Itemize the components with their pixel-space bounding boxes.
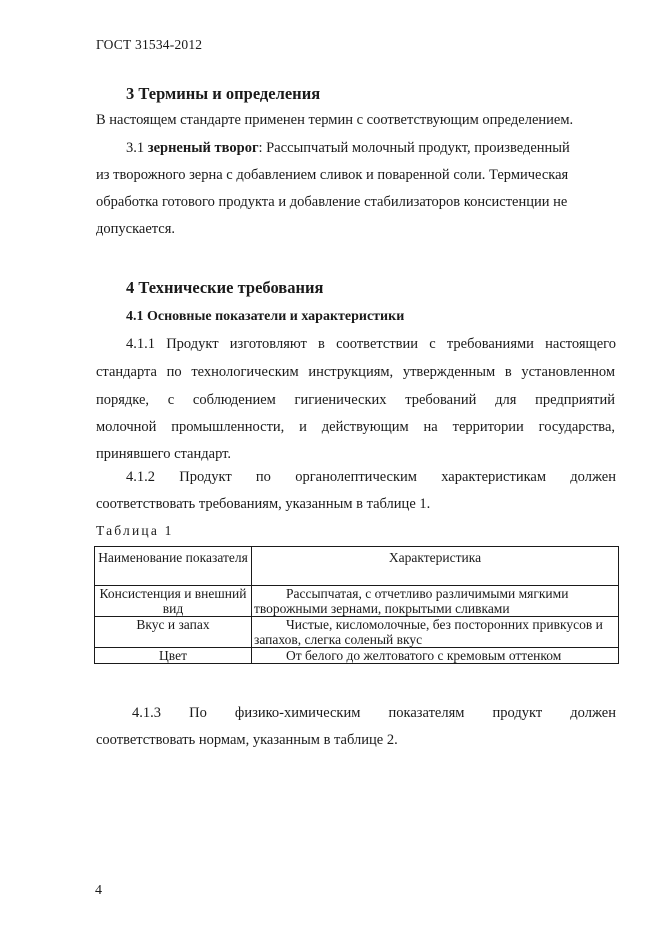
section-3-intro: В настоящем стандарте применен термин с соответствующим определением. <box>96 112 574 128</box>
table-cell-characteristic: Чистые, кисломолочные, без посторонних привкусов и запахов, слегка соленый вкус <box>252 617 619 648</box>
paragraph-4-1-3-line2: соответствовать нормам, указанным в таблице 2. <box>96 732 398 748</box>
paragraph-4-1-1-line3: порядке, с соблюдением гигиенических требований для предприятий <box>96 392 615 408</box>
table-header-row <box>95 547 619 586</box>
term-definition-start: : Рассыпчатый молочный продукт, произведенный <box>258 140 570 156</box>
term-3-1-line1 <box>126 140 570 157</box>
table-1 <box>94 546 619 664</box>
paragraph-4-1-1-line1: 4.1.1 Продукт изготовляют в соответствии с требованиями настоящего <box>126 336 616 352</box>
term-definition-line4: допускается. <box>96 221 176 237</box>
table-row <box>95 617 619 648</box>
paragraph-4-1-1-line5: принявшего стандарт. <box>96 446 231 462</box>
paragraph-4-1-1-line4: молочной промышленности, и действующим на территории государства, <box>96 419 615 435</box>
term-name: зерненый творог <box>147 140 259 156</box>
term-definition-line3: обработка готового продукта и добавление стабилизаторов консистенции не <box>96 194 568 210</box>
term-number: 3.1 <box>126 140 145 156</box>
section-4-title: 4 Технические требования <box>126 278 324 297</box>
paragraph-4-1-3-line1: 4.1.3 По физико-химическим показателям продукт должен <box>132 705 616 721</box>
table-cell-characteristic: От белого до желтоватого с кремовым оттенком <box>252 648 619 664</box>
document-header: ГОСТ 31534-2012 <box>96 37 203 52</box>
table-cell-indicator: Цвет <box>95 648 252 664</box>
table-cell-indicator: Вкус и запах <box>95 617 252 648</box>
section-3-title: 3 Термины и определения <box>126 84 321 103</box>
term-definition-line2: из творожного зерна с добавлением сливок и поваренной соли. Термическая <box>96 167 569 183</box>
table-1-caption: Таблица 1 <box>96 523 174 538</box>
table-row <box>95 586 619 617</box>
section-4-1-title: 4.1 Основные показатели и характеристики <box>126 309 405 324</box>
paragraph-4-1-2-line1: 4.1.2 Продукт по органолептическим характеристикам должен <box>126 469 616 485</box>
table-header-characteristic: Характеристика <box>252 547 619 586</box>
paragraph-4-1-1-line2: стандарта по технологическим инструкциям, утвержденным в установленном <box>96 364 615 380</box>
table-cell-indicator: Консистенция и внешний вид <box>95 586 252 617</box>
table-row <box>95 648 619 664</box>
table-cell-characteristic: Рассыпчатая, с отчетливо различимыми мягкими творожными зернами, покрытыми сливками <box>252 586 619 617</box>
table-header-indicator: Наименование показателя <box>95 547 252 586</box>
paragraph-4-1-2-line2: соответствовать требованиям, указанным в таблице 1. <box>96 496 431 512</box>
page-number: 4 <box>95 883 102 898</box>
